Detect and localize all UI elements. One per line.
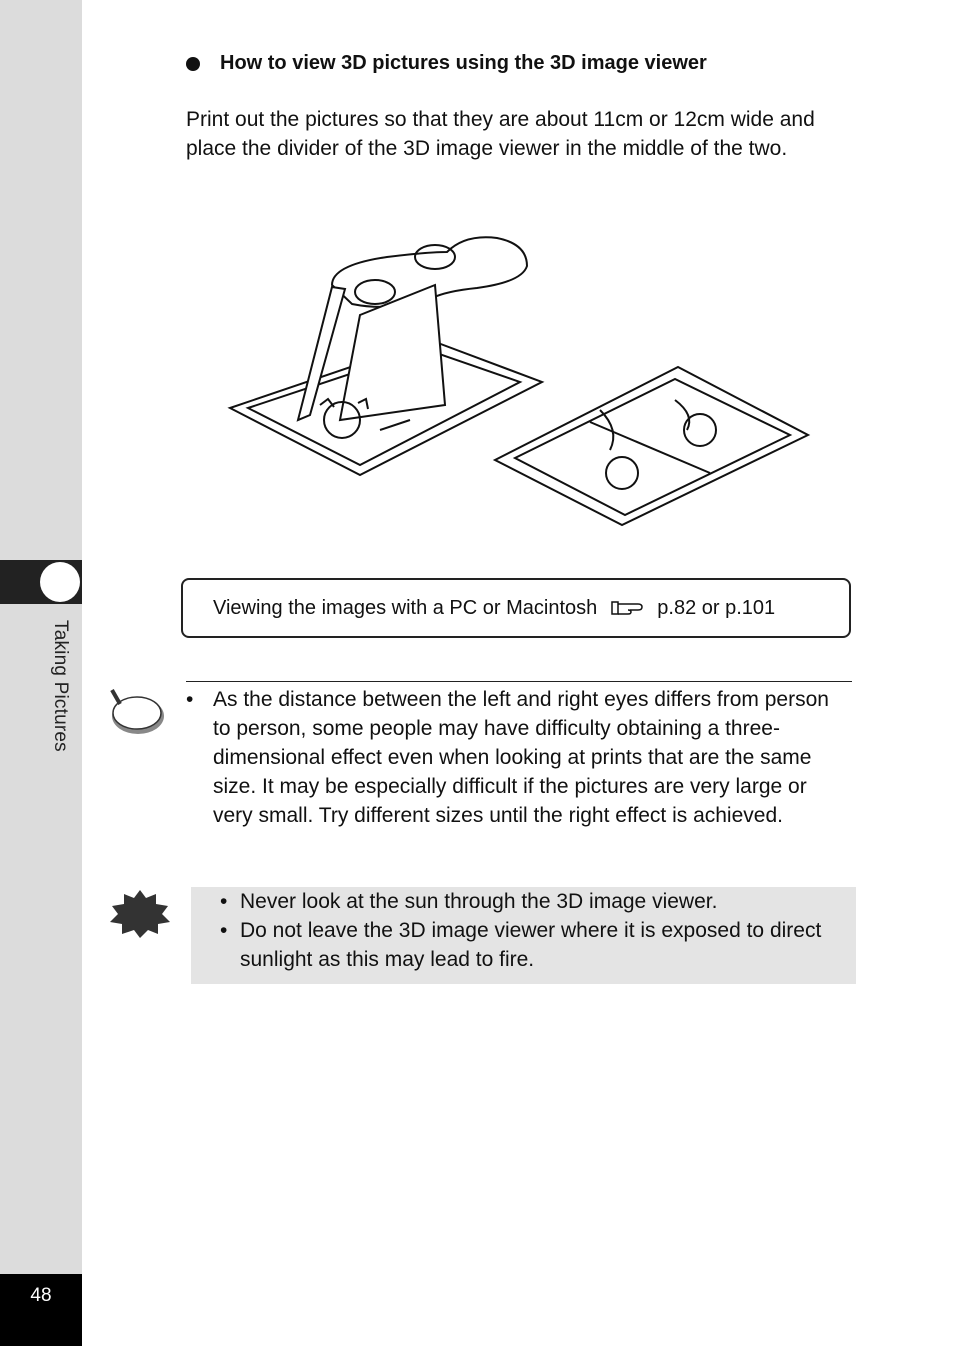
memo-item: • As the distance between the left and right eyes differs from person to person, some people may have difficulty obtaining a three-dimensional effect even when looking at prints that are the same size. It may be especially difficult if the pictures are very large or very small. Try different sizes until the right effect is achieved. xyxy=(186,685,852,830)
caution-item: • Do not leave the 3D image viewer where it is exposed to direct sunlight as this may lead to fire. xyxy=(220,916,840,974)
reference-text: Viewing the images with a PC or Macintosh xyxy=(213,596,598,619)
caution-item-text: Never look at the sun through the 3D image viewer. xyxy=(240,890,718,913)
memo-divider xyxy=(186,681,852,682)
memo-list xyxy=(186,685,852,830)
heading-text: How to view 3D pictures using the 3D image viewer xyxy=(220,52,707,74)
reference-pages: p.82 or p.101 xyxy=(657,596,776,619)
caution-icon xyxy=(108,888,172,940)
memo-item-text: As the distance between the left and right eyes differs from person to person, some people may have difficulty obtaining a three-dimensional effect even when looking at prints that are the same size. It may be especially difficult if the pictures are very large or very small. Try different sizes until the right effect is achieved. xyxy=(213,688,829,827)
reference-box xyxy=(181,578,851,638)
caution-item: • Never look at the sun through the 3D image viewer. xyxy=(220,887,840,916)
bullet-dot-icon xyxy=(186,57,200,71)
3d-viewer-illustration xyxy=(220,225,820,535)
section-label: Taking Pictures xyxy=(50,620,71,752)
section-tab-circle xyxy=(40,562,80,602)
page-number: 48 xyxy=(30,1285,52,1306)
caution-item-text: Do not leave the 3D image viewer where it is exposed to direct sunlight as this may lead to fire. xyxy=(240,919,822,971)
memo-icon xyxy=(108,686,166,738)
pointing-hand-icon xyxy=(611,599,645,617)
section-heading xyxy=(186,52,707,75)
caution-list xyxy=(220,887,840,974)
intro-paragraph: Print out the pictures so that they are about 11cm or 12cm wide and place the divider of the 3D image viewer in the middle of the two. xyxy=(186,108,815,160)
